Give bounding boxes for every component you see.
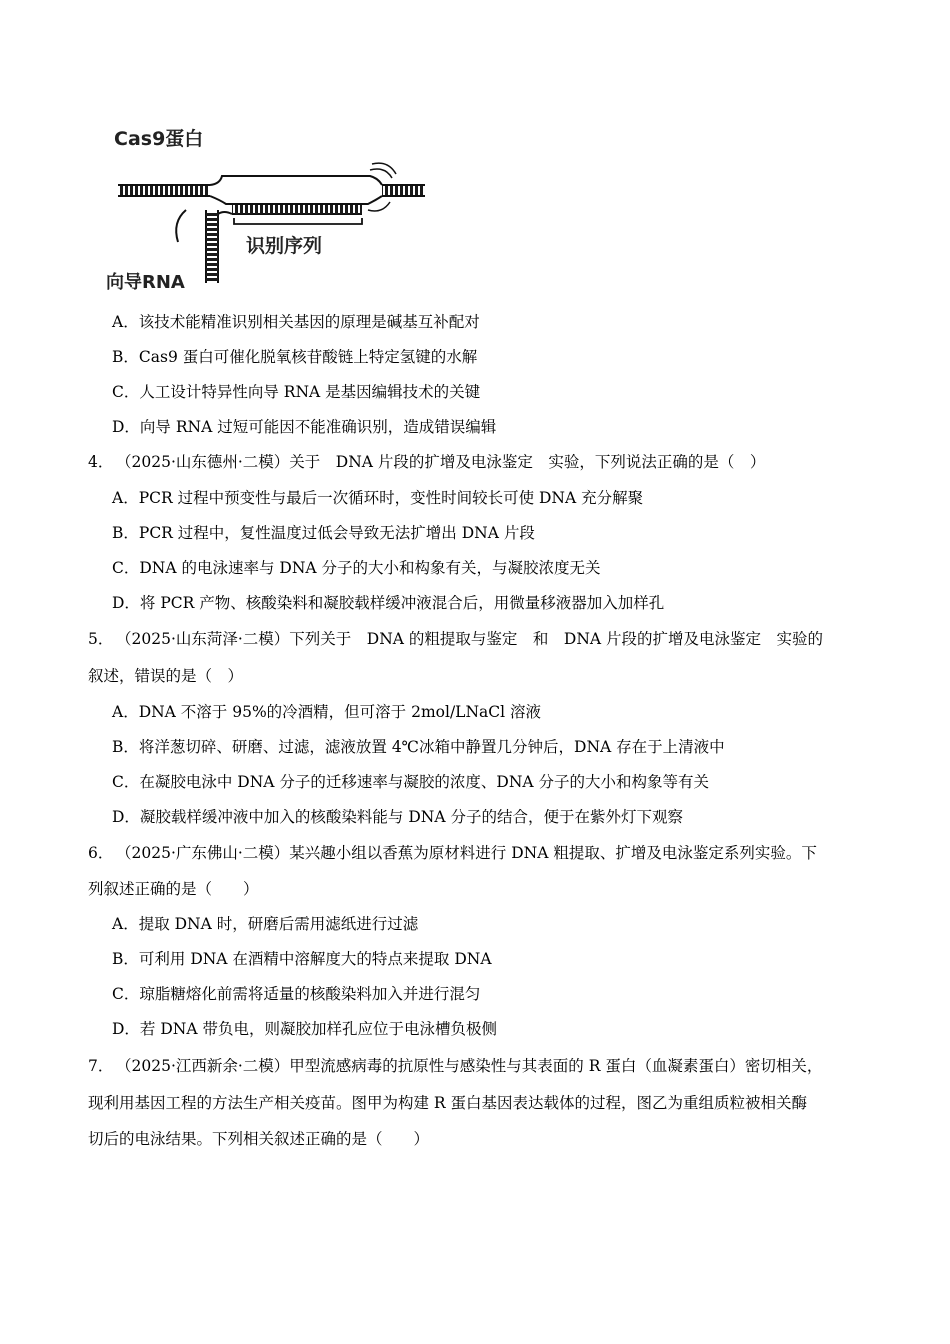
q7-stem-text: （2025·江西新余·二模）甲型流感病毒的抗原性与感染性与其表面的 R 蛋白（血凝素蛋白）密切相关， [116,1057,823,1075]
q6-stem-line2: 列叙述正确的是（ ） [88,880,259,898]
q6-option-a: A．提取 DNA 时，研磨后需用滤纸进行过滤 [112,915,419,933]
q5-number: 5． [88,630,114,648]
q5-stem-text: （2025·山东菏泽·二模）下列关于 DNA 的粗提取与鉴定 和 DNA 片段的扩增及电泳鉴定 实验的 [116,630,824,648]
q3-option-a: A．该技术能精准识别相关基因的原理是碱基互补配对 [112,313,480,331]
q3-option-d: D．向导 RNA 过短可能因不能准确识别，造成错误编辑 [112,418,497,436]
q4-number: 4． [88,453,114,471]
q5-option-c: C．在凝胶电泳中 DNA 分子的迁移速率与凝胶的浓度、DNA 分子的大小和构象等有关 [112,773,710,791]
q6-option-b: B．可利用 DNA 在酒精中溶解度大的特点来提取 DNA [112,950,492,968]
q4-stem-text: （2025·山东德州·二模）关于 DNA 片段的扩增及电泳鉴定 实验，下列说法正确的是（ ） [116,453,766,471]
q7-number: 7． [88,1057,114,1075]
q6-option-c: C．琼脂糖熔化前需将适量的核酸染料加入并进行混匀 [112,985,481,1003]
recognition-sequence-label: 识别序列 [246,235,323,257]
q6-stem-text: （2025·广东佛山·二模）某兴趣小组以香蕉为原材料进行 DNA 粗提取、扩增及电泳鉴定系列实验。下 [116,844,817,862]
q5-stem-line1 [88,629,823,649]
q6-stem-line1 [88,843,817,863]
q7-stem-line2: 现利用基因工程的方法生产相关疫苗。图甲为构建 R 蛋白基因表达载体的过程，图乙为重组质粒被相关酶 [88,1094,808,1112]
q6-number: 6． [88,844,114,862]
q7-stem-line1 [88,1056,822,1076]
q5-stem-line2: 叙述，错误的是（ ） [88,667,244,685]
q7-stem-line3: 切后的电泳结果。下列相关叙述正确的是（ ） [88,1130,430,1148]
q4-option-a: A．PCR 过程中预变性与最后一次循环时，变性时间较长可使 DNA 充分解聚 [112,489,644,507]
q4-stem [88,452,765,472]
q5-option-b: B．将洋葱切碎、研磨、过滤，滤液放置 4℃冰箱中静置几分钟后，DNA 存在于上清液中 [112,738,725,756]
q5-option-d: D．凝胶载样缓冲液中加入的核酸染料能与 DNA 分子的结合，便于在紫外灯下观察 [112,808,683,826]
q4-option-b: B．PCR 过程中，复性温度过低会导致无法扩增出 DNA 片段 [112,524,535,542]
q3-option-c: C．人工设计特异性向导 RNA 是基因编辑技术的关键 [112,383,481,401]
q3-option-b: B．Cas9 蛋白可催化脱氧核苷酸链上特定氢键的水解 [112,348,478,366]
q4-option-c: C．DNA 的电泳速率与 DNA 分子的大小和构象有关，与凝胶浓度无关 [112,559,601,577]
guide-rna-label: 向导RNA [106,272,185,293]
cas9-protein-label: Cas9蛋白 [114,128,204,150]
q5-option-a: A．DNA 不溶于 95%的冷酒精，但可溶于 2mol/LNaCl 溶液 [112,703,542,721]
cas9-figure [100,118,440,298]
q6-option-d: D．若 DNA 带负电，则凝胶加样孔应位于电泳槽负极侧 [112,1020,497,1038]
q4-option-d: D．将 PCR 产物、核酸染料和凝胶载样缓冲液混合后，用微量移液器加入加样孔 [112,594,665,612]
